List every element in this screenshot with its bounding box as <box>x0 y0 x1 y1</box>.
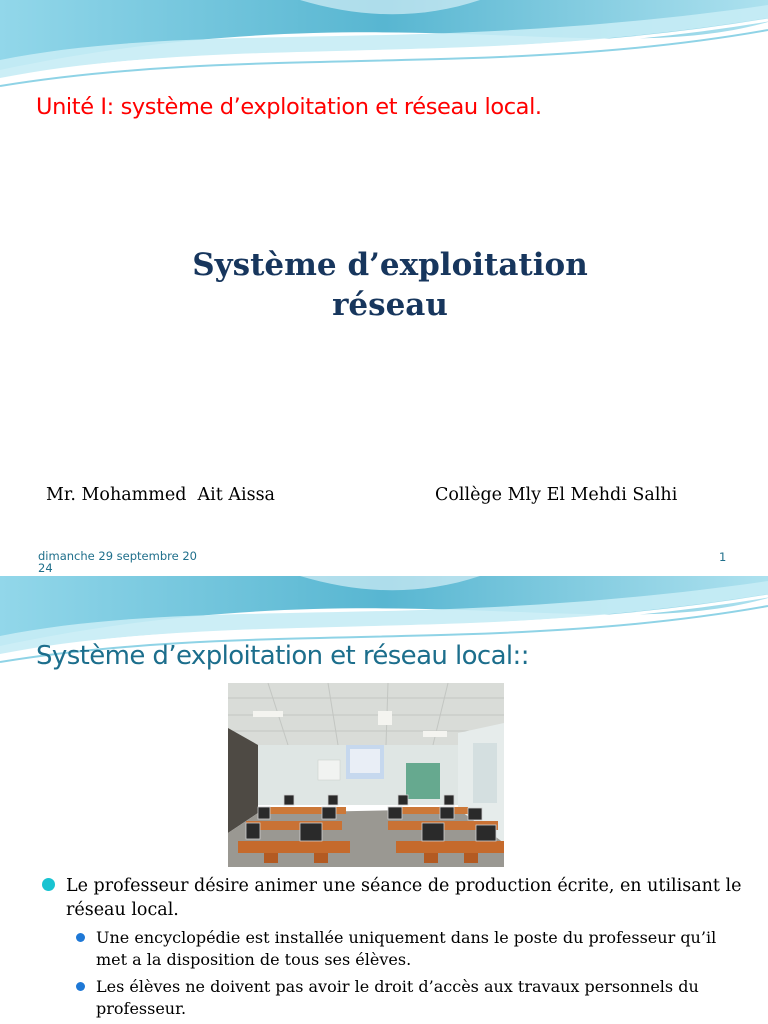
slide-date: dimanche 29 septembre 2024 <box>38 549 197 575</box>
sub-bullet-text: Une encyclopédie est installée uniquement dans le poste du professeur qu’il met a la disposition de tous ses élèves. <box>96 928 717 969</box>
author-name: Mr. Mohammed Ait Aissa <box>46 485 275 505</box>
list-item <box>66 927 750 971</box>
bullet-text: Le professeur désire animer une séance de production écrite, en utilisant le réseau local. <box>66 876 742 920</box>
unit-title: Unité I: système d’exploitation et réseau local. <box>36 94 542 120</box>
bullet-dot-icon <box>42 878 55 891</box>
bullet-list <box>40 874 750 1020</box>
presentation-title-line-1: Système d’exploitation <box>192 247 588 283</box>
bullet-dot-icon <box>76 933 85 942</box>
presentation-title <box>0 245 768 325</box>
slide-page-number: 1 <box>719 550 727 564</box>
bullet-dot-icon <box>76 982 85 991</box>
list-item <box>66 976 750 1020</box>
classroom-photo <box>228 683 504 867</box>
presentation-title-line-2: réseau <box>332 287 448 323</box>
wave-banner-decoration <box>0 0 768 100</box>
sub-bullet-text: Les élèves ne doivent pas avoir le droit d’accès aux travaux personnels du professeur. <box>96 977 699 1018</box>
college-name: Collège Mly El Mehdi Salhi <box>435 485 678 505</box>
list-item <box>40 874 750 922</box>
slide-title: Système d’exploitation et réseau local:: <box>36 641 529 671</box>
slide-2 <box>0 576 768 1024</box>
